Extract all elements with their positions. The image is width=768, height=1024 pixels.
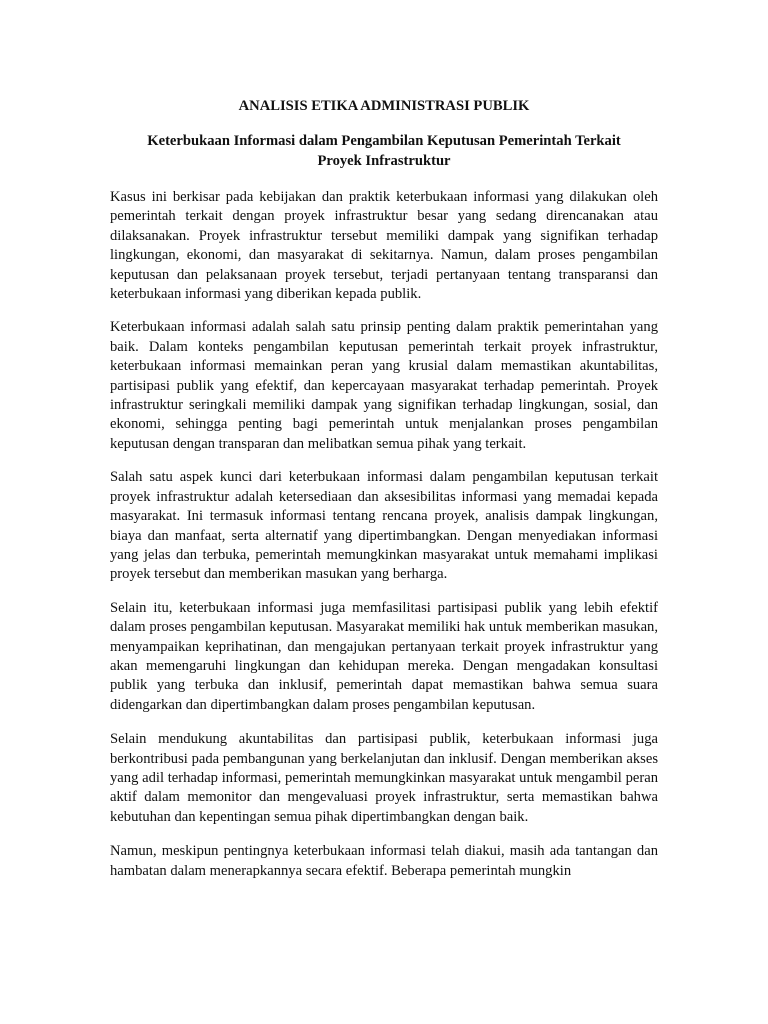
paragraph-4: Selain itu, keterbukaan informasi juga memfasilitasi partisipasi publik yang lebih efektif dalam proses pengambilan keputusan. Masyarakat memiliki hak untuk memberikan masukan, menyampaikan keprihatinan, dan mengajukan pertanyaan terkait proyek infrastruktur yang akan memengaruhi lingkungan dan kehidupan mereka. Dengan mengadakan konsultasi publik yang terbuka dan inklusif, pemerintah dapat memastikan bahwa semua suara didengarkan dan dipertimbangkan dalam proses pengambilan keputusan.: [110, 599, 658, 713]
paragraph-2: Keterbukaan informasi adalah salah satu prinsip penting dalam praktik pemerintahan yang baik. Dalam konteks pengambilan keputusan pemerintah terkait proyek infrastruktur, keterbukaan informasi memainkan peran yang krusial dalam memastikan akuntabilitas, partisipasi publik yang efektif, dan kepercayaan masyarakat terhadap pemerintah. Proyek infrastruktur seringkali memiliki dampak yang signifikan terhadap lingkungan, sosial, dan ekonomi, sehingga penting bagi pemerintah untuk menjalankan proses pengambilan keputusan dengan transparan dan melibatkan semua pihak yang terkait.: [110, 319, 658, 452]
paragraph-6: Namun, meskipun pentingnya keterbukaan informasi telah diakui, masih ada tantangan dan hambatan dalam menerapkannya secara efektif. Beberapa pemerintah mungkin: [110, 843, 658, 879]
subtitle-line-2: Proyek Infrastruktur: [317, 153, 451, 169]
paragraph-5: Selain mendukung akuntabilitas dan partisipasi publik, keterbukaan informasi juga berkontribusi pada pembangunan yang berkelanjutan dan inklusif. Dengan memberikan akses yang adil terhadap informasi, pemerintah memungkinkan masyarakat untuk mengambil peran aktif dalam memonitor dan mengevaluasi proyek infrastruktur, serta memastikan bahwa kebutuhan dan kepentingan semua pihak dipertimbangkan dengan baik.: [110, 731, 658, 825]
paragraph-3: Salah satu aspek kunci dari keterbukaan informasi dalam pengambilan keputusan terkait proyek infrastruktur adalah ketersediaan dan aksesibilitas informasi yang memadai kepada masyarakat. Ini termasuk informasi tentang rencana proyek, analisis dampak lingkungan, biaya dan manfaat, serta alternatif yang dipertimbangkan. Dengan menyediakan informasi yang jelas dan terbuka, pemerintah memungkinkan masyarakat untuk memahami implikasi proyek tersebut dan memberikan masukan yang berharga.: [110, 469, 658, 583]
document-title: ANALISIS ETIKA ADMINISTRASI PUBLIK: [238, 98, 530, 114]
paragraph-1: Kasus ini berkisar pada kebijakan dan praktik keterbukaan informasi yang dilakukan oleh pemerintah terkait dengan proyek infrastruktur besar yang sedang direncanakan atau dilaksanakan. Proyek infrastruktur tersebut memiliki dampak yang signifikan terhadap lingkungan, ekonomi, dan masyarakat di sekitarnya. Namun, dalam proses pengambilan keputusan dan pelaksanaan proyek tersebut, terjadi pertanyaan tentang transparansi dan keterbukaan informasi yang diberikan kepada publik.: [110, 189, 658, 303]
subtitle-line-1: Keterbukaan Informasi dalam Pengambilan Keputusan Pemerintah Terkait: [147, 133, 621, 149]
document-subtitle: [110, 131, 658, 171]
document-body: [110, 0, 658, 881]
